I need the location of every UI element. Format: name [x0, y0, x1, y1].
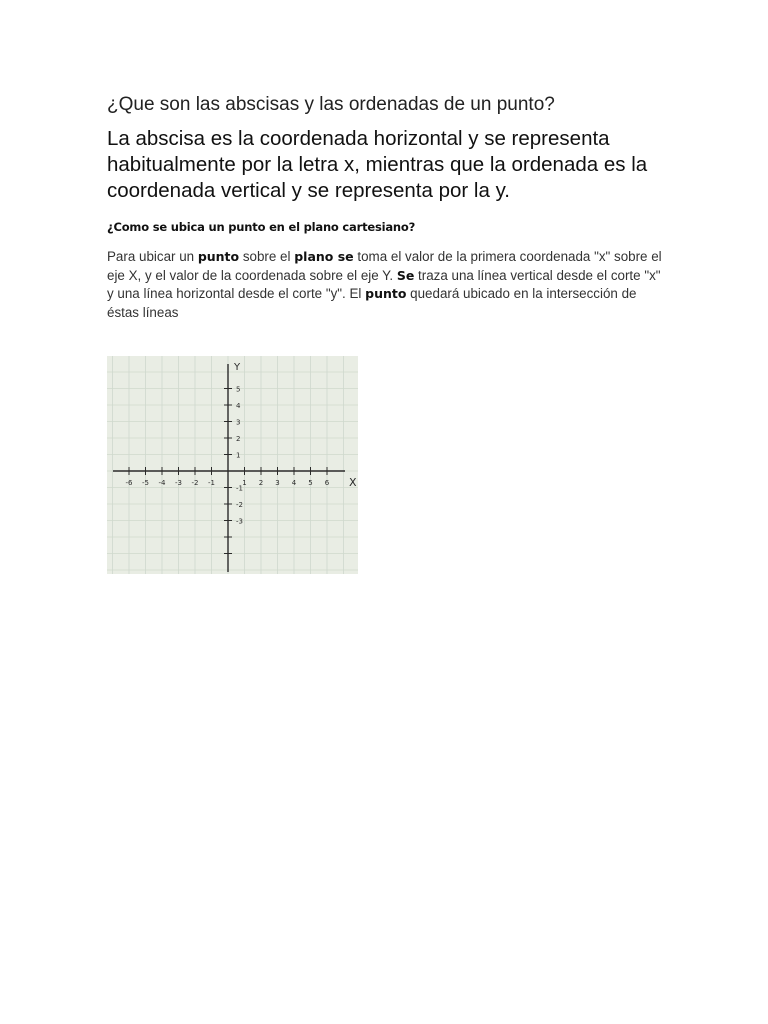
y-tick-label: 2: [236, 435, 241, 443]
y-tick-label: -1: [236, 484, 243, 493]
x-tick-label: 1: [242, 479, 247, 487]
x-tick-label: -2: [191, 479, 199, 487]
x-tick-label: 2: [258, 479, 264, 487]
text-segment: traza una línea vertical desde el corte "x" y una línea horizontal desde el corte "y". El: [107, 267, 661, 301]
paragraph-locate-point: [107, 248, 662, 322]
x-tick-label: 3: [275, 479, 280, 487]
x-tick-label: -5: [142, 479, 149, 487]
y-tick-label: 4: [236, 402, 241, 410]
x-tick-label: 5: [308, 479, 313, 487]
answer-abscissa-ordinate: La abscisa es la coordenada horizontal y se representa habitualmente por la letra x, mientras que la ordenada es la coordenada vertical y se representa por la y.: [107, 127, 648, 202]
x-tick-label: -3: [175, 479, 182, 487]
bold-term: plano se: [294, 249, 354, 264]
y-axis-label: Y: [234, 362, 241, 373]
bold-term: punto: [197, 249, 240, 264]
y-tick-label: 1: [236, 451, 241, 460]
heading-question-locate-point: ¿Como se ubica un punto en el plano cartesiano?: [107, 220, 416, 234]
x-tick-label: -1: [208, 479, 215, 487]
y-tick-label: 5: [236, 385, 241, 394]
y-tick-label: -3: [236, 517, 243, 526]
bold-term: Se: [396, 267, 415, 283]
x-axis-label: X: [349, 476, 357, 489]
x-tick-label: 6: [324, 479, 330, 487]
y-tick-label: 3: [236, 418, 241, 427]
cartesian-plane-image: [107, 356, 358, 574]
y-tick-label: -2: [236, 501, 243, 509]
text-segment: toma el valor de la primera coordenada "x" sobre el eje X, y el valor de la coordenada sobre el eje Y.: [107, 249, 662, 283]
bold-term: punto: [365, 286, 407, 301]
heading-question-abscissa-ordinate: ¿Que son las abscisas y las ordenadas de un punto?: [107, 94, 555, 115]
x-tick-label: 4: [291, 479, 297, 487]
x-tick-label: -4: [158, 479, 166, 487]
x-tick-label: -6: [125, 479, 133, 487]
text-segment: quedará ubicado en la intersección de éstas líneas: [107, 286, 637, 320]
text-segment: sobre el: [239, 249, 295, 264]
text-segment: Para ubicar un: [107, 249, 198, 264]
